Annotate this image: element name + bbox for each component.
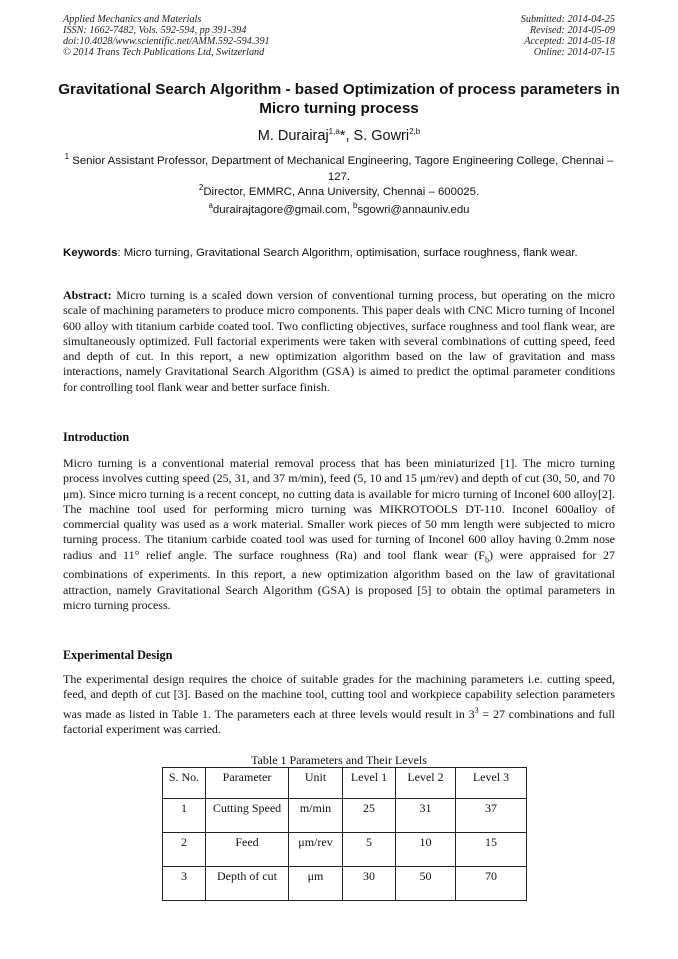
experimental-design-heading: Experimental Design xyxy=(63,648,173,662)
exponent-superscript: 3 xyxy=(474,705,479,715)
keywords-label: Keywords xyxy=(63,247,118,259)
table-cell: Feed xyxy=(206,833,289,867)
table-row xyxy=(163,867,527,901)
table-header-row xyxy=(163,768,527,799)
author-2-affil: 2,b xyxy=(409,127,421,136)
affiliation-1-text: Senior Assistant Professor, Department of Mechanical Engineering, Tagore Engineering College, Chennai – 127. xyxy=(72,154,614,183)
table-row xyxy=(163,833,527,867)
table-cell: 37 xyxy=(456,799,527,833)
email-b: sgowri@annauniv.edu xyxy=(357,203,470,216)
email-separator: , xyxy=(346,203,354,216)
affiliation-1-number: 1 xyxy=(64,152,70,161)
abstract-text: Micro turning is a scaled down version of conventional turning process, but operating on the micro scale of machining parameters to produce micro components. This paper deals with CNC Micro turning of Inconel 600 alloy with titanium carbide coated tool. Two conflicting objectives, surface roughness and tool flank wear, are simultaneously optimized. Full factorial experiments were taken with several combinations of cutting speed, feed and depth of cut. In this report, a new optimization algorithm based on the law of gravitation and mass interactions, namely Gravitational Search Algorithm (GSA) is aimed to predict the optimal parameter conditions for controlling tool flank wear and better surface finish. xyxy=(63,288,615,394)
table-cell: 31 xyxy=(396,799,456,833)
table-header-cell: Parameter xyxy=(206,768,289,799)
table-cell: 2 xyxy=(163,833,206,867)
parameters-table xyxy=(162,767,527,901)
table-cell: 30 xyxy=(343,867,396,901)
table-cell: m/min xyxy=(289,799,343,833)
experimental-text-part-2: = 27 combinations and full factorial experiment was carried. xyxy=(63,706,615,736)
introduction-text-part-2: ) were appraised for 27 combinations of experiments. In this report, a new optimization algorithm based on the law of gravitational attraction, namely Gravitational Search Algorithm (GSA) is proposed [5] to obtain the optimal parameters in micro turning process. xyxy=(63,547,616,613)
table-header-cell: Unit xyxy=(289,768,343,799)
paper-title: Gravitational Search Algorithm - based Optimization of process parameters in Micro turning process xyxy=(58,81,620,117)
table-cell: 3 xyxy=(163,867,206,901)
table-cell: 1 xyxy=(163,799,206,833)
journal-info xyxy=(63,14,270,58)
table-cell: 10 xyxy=(396,833,456,867)
table-header-cell: Level 3 xyxy=(456,768,527,799)
author-separator: , xyxy=(345,127,354,144)
table-row xyxy=(163,799,527,833)
affiliation-2-text: Director, EMMRC, Anna University, Chennai – 600025. xyxy=(203,185,480,198)
email-b-mark: b xyxy=(353,201,358,210)
affiliation-2 xyxy=(62,180,616,200)
flank-wear-subscript: b xyxy=(484,555,489,565)
keywords xyxy=(63,246,615,261)
email-a: durairajtagore@gmail.com xyxy=(212,203,347,216)
table-cell: μm xyxy=(289,867,343,901)
publication-dates xyxy=(521,14,615,58)
corresponding-mark: * xyxy=(339,127,346,144)
doi: doi:10.4028/www.scientific.net/AMM.592-594.391 xyxy=(63,36,270,47)
author-1: M. Durairaj xyxy=(257,127,329,144)
abstract-label: Abstract: xyxy=(63,288,112,302)
issn: ISSN: 1662-7482, Vols. 592-594, pp 391-394 xyxy=(63,25,247,36)
table-cell: 50 xyxy=(396,867,456,901)
accepted-date: Accepted: 2014-05-18 xyxy=(524,36,615,47)
experimental-text-part-1: The experimental design requires the choice of suitable grades for the machining parameters i.e. cutting speed, feed, and depth of cut [3]. Based on the machine tool, cutting tool and workpiece capability selection parameters was made as listed in Table 1. The parameters each at three levels would result in 3 xyxy=(63,672,615,721)
table-header-cell: Level 1 xyxy=(343,768,396,799)
abstract xyxy=(63,288,615,395)
experimental-design-text xyxy=(63,672,615,737)
submitted-date: Submitted: 2014-04-25 xyxy=(520,14,615,25)
online-date: Online: 2014-07-15 xyxy=(533,47,615,58)
author-1-affil: 1,a xyxy=(328,127,340,136)
table-caption: Table 1 Parameters and Their Levels xyxy=(251,753,427,767)
author-emails xyxy=(62,198,616,218)
table-cell: 5 xyxy=(343,833,396,867)
keywords-text: : Micro turning, Gravitational Search Algorithm, optimisation, surface roughness, flank wear. xyxy=(117,247,578,259)
introduction-text-part-1: Micro turning is a conventional material removal process that has been miniaturized [1]. The micro turning process involves cutting speed (25, 31, and 37 m/min), feed (5, 10 and 15 μm/rev) and depth of cut (30, 50, and 70 μm). Since micro turning is a recent concept, no cutting data is available for micro turning of Inconel 600 alloy[2]. The machine tool used for performing micro turning was MIKROTOOLS DT-110. Inconel 600alloy of commercial quality was used as a work material. Smaller work pieces of 50 mm length were subjected to micro turning process. The titanium carbide coated tool was used for turning of Inconel 600 alloy having 0.2mm nose radius and 11° relief angle. The surface roughness (Ra) and tool flank wear (F xyxy=(63,456,615,562)
revised-date: Revised: 2014-05-09 xyxy=(529,25,615,36)
table-header-cell: Level 2 xyxy=(396,768,456,799)
table-cell: Depth of cut xyxy=(206,867,289,901)
table-header-cell: S. No. xyxy=(163,768,206,799)
introduction-heading: Introduction xyxy=(63,430,130,444)
table-cell: μm/rev xyxy=(289,833,343,867)
author-2: S. Gowri xyxy=(353,127,410,144)
copyright: © 2014 Trans Tech Publications Ltd, Switzerland xyxy=(63,47,265,58)
email-a-mark: a xyxy=(208,201,213,210)
author-list xyxy=(40,123,638,145)
table-cell: 15 xyxy=(456,833,527,867)
table-cell: 25 xyxy=(343,799,396,833)
journal-name: Applied Mechanics and Materials xyxy=(63,14,202,25)
introduction-text xyxy=(63,456,615,613)
table-cell: 70 xyxy=(456,867,527,901)
affiliation-2-number: 2 xyxy=(198,183,204,192)
table-cell: Cutting Speed xyxy=(206,799,289,833)
